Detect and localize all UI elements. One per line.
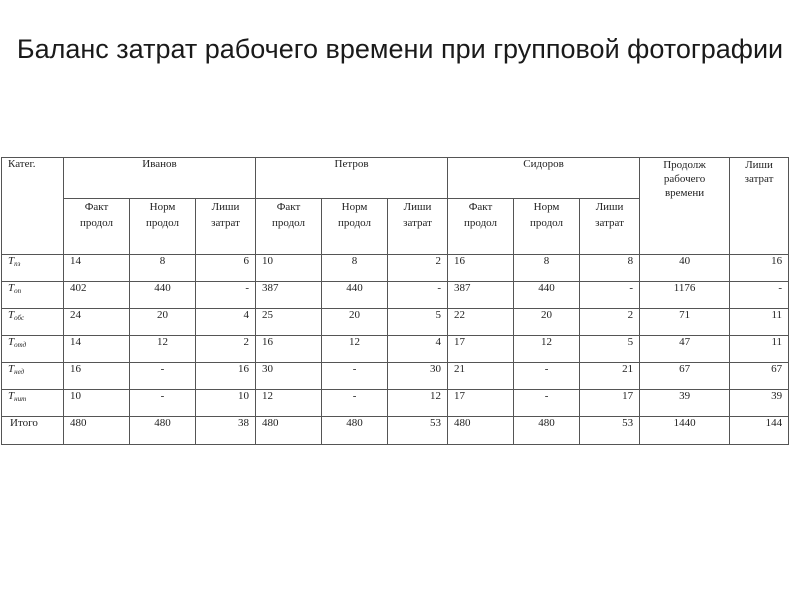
pt-norm-cell: - [322, 363, 388, 390]
sd-fact-cell: 16 [448, 255, 514, 282]
total-duration-cell: 1440 [640, 417, 730, 445]
iv-norm-cell: 8 [130, 255, 196, 282]
category-subscript: оп [14, 287, 22, 295]
category-cell [2, 336, 64, 363]
table-row [2, 390, 789, 417]
total-duration-cell: 67 [640, 363, 730, 390]
category-cell [2, 309, 64, 336]
category-label: Итого [10, 417, 38, 429]
total-excess-cell: 144 [730, 417, 789, 445]
category-label: T [8, 390, 15, 402]
sd-fact-cell: 22 [448, 309, 514, 336]
total-excess-cell: 39 [730, 390, 789, 417]
category-subscript: обс [14, 314, 25, 322]
pt-fact-cell: 10 [256, 255, 322, 282]
category-cell [2, 282, 64, 309]
total-excess-cell: 67 [730, 363, 789, 390]
category-subscript: нед [14, 368, 25, 376]
sd-norm-cell: 440 [514, 282, 580, 309]
table-row [2, 417, 789, 445]
iv-fact-cell: 24 [64, 309, 130, 336]
table-body [2, 255, 789, 445]
total-excess-cell: 11 [730, 309, 789, 336]
pt-norm-cell: 8 [322, 255, 388, 282]
table-row [2, 336, 789, 363]
sd-excess-cell: 53 [580, 417, 640, 445]
sd-excess-cell: 2 [580, 309, 640, 336]
slide-title: Баланс затрат рабочего времени при групповой фотографии [16, 34, 784, 64]
category-subscript: пз [14, 260, 21, 268]
total-excess-cell: 16 [730, 255, 789, 282]
total-duration-cell: 71 [640, 309, 730, 336]
norm-header: Норм продол [514, 199, 580, 255]
total-duration-header: Продолж рабочего времени [640, 158, 730, 255]
pt-fact-cell: 387 [256, 282, 322, 309]
category-header: Катег. [2, 158, 64, 255]
sd-excess-cell: 21 [580, 363, 640, 390]
sd-fact-cell: 21 [448, 363, 514, 390]
total-excess-header: Лиши затрат [730, 158, 789, 255]
pt-norm-cell: 12 [322, 336, 388, 363]
category-cell [2, 255, 64, 282]
table-row [2, 282, 789, 309]
iv-fact-cell: 10 [64, 390, 130, 417]
sd-fact-cell: 387 [448, 282, 514, 309]
total-duration-cell: 47 [640, 336, 730, 363]
pt-excess-cell: 12 [388, 390, 448, 417]
iv-norm-cell: 20 [130, 309, 196, 336]
total-duration-cell: 1176 [640, 282, 730, 309]
category-label: T [8, 336, 15, 348]
iv-norm-cell: 440 [130, 282, 196, 309]
iv-excess-cell: 6 [196, 255, 256, 282]
norm-header: Норм продол [130, 199, 196, 255]
sd-norm-cell: - [514, 363, 580, 390]
iv-excess-cell: 10 [196, 390, 256, 417]
category-label: T [8, 282, 15, 294]
pt-fact-cell: 12 [256, 390, 322, 417]
pt-excess-cell: 53 [388, 417, 448, 445]
time-balance-table [1, 157, 789, 445]
pt-norm-cell: 20 [322, 309, 388, 336]
iv-fact-cell: 14 [64, 255, 130, 282]
sd-norm-cell: 20 [514, 309, 580, 336]
category-cell [2, 363, 64, 390]
iv-fact-cell: 402 [64, 282, 130, 309]
total-excess-cell: - [730, 282, 789, 309]
pt-excess-cell: 5 [388, 309, 448, 336]
pt-excess-cell: 4 [388, 336, 448, 363]
sd-norm-cell: 480 [514, 417, 580, 445]
total-excess-cell: 11 [730, 336, 789, 363]
iv-norm-cell: - [130, 363, 196, 390]
iv-excess-cell: 4 [196, 309, 256, 336]
total-duration-cell: 40 [640, 255, 730, 282]
pt-fact-cell: 30 [256, 363, 322, 390]
category-cell [2, 390, 64, 417]
norm-header: Норм продол [322, 199, 388, 255]
sd-norm-cell: - [514, 390, 580, 417]
table-row [2, 255, 789, 282]
pt-fact-cell: 480 [256, 417, 322, 445]
category-label: T [8, 255, 15, 267]
category-label: T [8, 309, 15, 321]
sd-fact-cell: 17 [448, 390, 514, 417]
pt-fact-cell: 16 [256, 336, 322, 363]
pt-excess-cell: - [388, 282, 448, 309]
iv-fact-cell: 480 [64, 417, 130, 445]
worker-header-petrov: Петров [256, 158, 448, 199]
worker-header-ivanov: Иванов [64, 158, 256, 199]
worker-header-sidorov: Сидоров [448, 158, 640, 199]
iv-fact-cell: 14 [64, 336, 130, 363]
iv-excess-cell: 16 [196, 363, 256, 390]
pt-norm-cell: - [322, 390, 388, 417]
pt-norm-cell: 440 [322, 282, 388, 309]
category-subscript: нит [14, 395, 27, 403]
iv-fact-cell: 16 [64, 363, 130, 390]
table-row [2, 309, 789, 336]
excess-header: Лиши затрат [580, 199, 640, 255]
iv-excess-cell: 2 [196, 336, 256, 363]
fact-header: Факт продол [448, 199, 514, 255]
sd-norm-cell: 12 [514, 336, 580, 363]
sd-fact-cell: 480 [448, 417, 514, 445]
iv-excess-cell: - [196, 282, 256, 309]
iv-norm-cell: - [130, 390, 196, 417]
pt-fact-cell: 25 [256, 309, 322, 336]
sd-excess-cell: 5 [580, 336, 640, 363]
iv-norm-cell: 480 [130, 417, 196, 445]
fact-header: Факт продол [64, 199, 130, 255]
pt-excess-cell: 30 [388, 363, 448, 390]
sd-excess-cell: 8 [580, 255, 640, 282]
pt-norm-cell: 480 [322, 417, 388, 445]
category-subscript: отд [14, 341, 27, 349]
sd-excess-cell: 17 [580, 390, 640, 417]
category-cell [2, 417, 64, 445]
fact-header: Факт продол [256, 199, 322, 255]
category-label: T [8, 363, 15, 375]
iv-excess-cell: 38 [196, 417, 256, 445]
iv-norm-cell: 12 [130, 336, 196, 363]
total-duration-cell: 39 [640, 390, 730, 417]
pt-excess-cell: 2 [388, 255, 448, 282]
sd-norm-cell: 8 [514, 255, 580, 282]
excess-header: Лиши затрат [196, 199, 256, 255]
sd-fact-cell: 17 [448, 336, 514, 363]
excess-header: Лиши затрат [388, 199, 448, 255]
header-row [2, 158, 789, 199]
table-row [2, 363, 789, 390]
sd-excess-cell: - [580, 282, 640, 309]
